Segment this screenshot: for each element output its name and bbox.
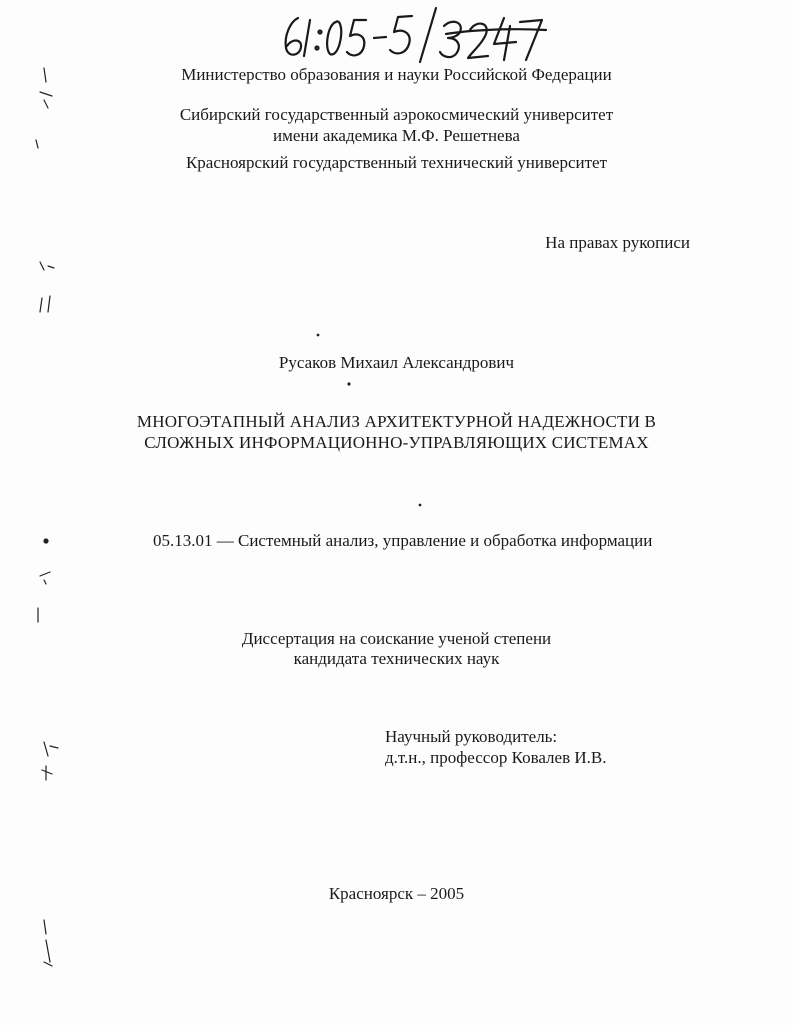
dissertation-title-line-2: СЛОЖНЫХ ИНФОРМАЦИОННО-УПРАВЛЯЮЩИХ СИСТЕМАХ <box>144 433 649 452</box>
university-name-1-dedication: имени академика М.Ф. Решетнева <box>273 126 520 145</box>
ministry-name: Министерство образования и науки Российской Федерации <box>181 65 612 84</box>
university-name-2: Красноярский государственный технический университет <box>185 153 608 172</box>
degree-line-2: кандидата технических наук <box>293 649 500 668</box>
handwritten-archive-number <box>270 4 550 66</box>
degree-line-1: Диссертация на соискание ученой степени <box>241 629 552 648</box>
dissertation-title-line-1: МНОГОЭТАПНЫЙ АНАЛИЗ АРХИТЕКТУРНОЙ НАДЕЖНОСТИ В <box>136 412 657 431</box>
supervisor-name: д.т.н., профессор Ковалев И.В. <box>385 748 607 767</box>
city-year: Красноярск – 2005 <box>328 884 465 903</box>
specialty-code: 05.13.01 — Системный анализ, управление и обработка информации <box>153 531 653 550</box>
university-name-1: Сибирский государственный аэрокосмический университет <box>179 105 614 124</box>
supervisor-label: Научный руководитель: <box>385 727 558 746</box>
manuscript-rights-note: На правах рукописи <box>545 233 690 252</box>
author-name: Русаков Михаил Александрович <box>278 353 515 372</box>
